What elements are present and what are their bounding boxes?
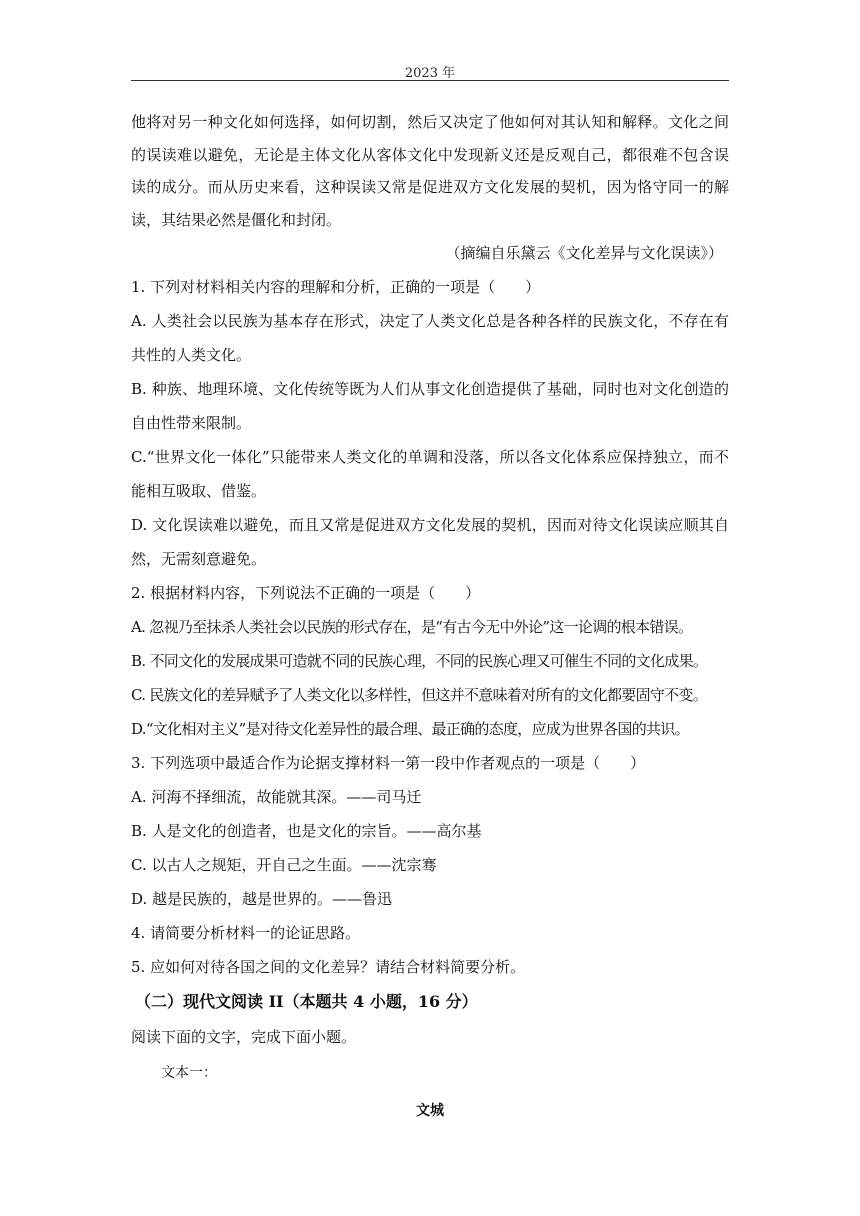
option-c: C.“世界文化一体化”只能带来人类文化的单调和没落，所以各文化体系应保持独立，而不能相互吸取、借鉴。 bbox=[131, 448, 729, 500]
question-stem: 3. 下列选项中最适合作为论据支撑材料一第一段中作者观点的一项是（ ） bbox=[131, 754, 646, 772]
option-d: D.“文化相对主义”是对待文化差异性的最合理、最正确的态度，应成为世界各国的共识。 bbox=[131, 720, 689, 738]
option-a: A. 忽视乃至抹杀人类社会以民族的形式存在，是“有古今无中外论”这一论调的根本错误。 bbox=[131, 618, 693, 636]
page-header-year: 2023 年 bbox=[404, 66, 456, 81]
article-title: 文城 bbox=[416, 1103, 444, 1119]
question-4: 4. 请简要分析材料一的论证思路。 bbox=[131, 924, 361, 942]
option-a: A. 人类社会以民族为基本存在形式，决定了人类文化总是各种各样的民族文化，不存在有共性的人类文化。 bbox=[131, 312, 729, 364]
question-2 bbox=[131, 576, 729, 746]
option-b: B. 不同文化的发展成果可造就不同的民族心理，不同的民族心理又可催生不同的文化成果。 bbox=[131, 652, 708, 670]
option-b: B. 人是文化的创造者，也是文化的宗旨。——高尔基 bbox=[131, 822, 482, 840]
passage-source: （摘编自乐黛云《文化差异与文化误读》） bbox=[445, 244, 723, 262]
section-heading: （二）现代文阅读 II（本题共 4 小题，16 分） bbox=[135, 992, 478, 1011]
option-d: D. 文化误读难以避免，而且又常是促进双方文化发展的契机，因而对待文化误读应顺其自然，无需刻意避免。 bbox=[131, 516, 729, 568]
option-d: D. 越是民族的，越是世界的。——鲁迅 bbox=[131, 890, 393, 908]
option-c: C. 民族文化的差异赋予了人类文化以多样性，但这并不意味着对所有的文化都要固守不变。 bbox=[131, 686, 708, 704]
option-c: C. 以古人之规矩，开自己之生面。——沈宗骞 bbox=[131, 856, 437, 874]
option-b: B. 种族、地理环境、文化传统等既为人们从事文化创造提供了基础，同时也对文化创造的自由性带来限制。 bbox=[131, 380, 729, 432]
option-a: A. 河海不择细流，故能就其深。——司马迁 bbox=[131, 788, 422, 806]
question-5: 5. 应如何对待各国之间的文化差异？请结合材料简要分析。 bbox=[131, 958, 526, 976]
passage-continuation: 他将对另一种文化如何选择，如何切割，然后又决定了他如何对其认知和解释。文化之间的误读难以避免，无论是主体文化从客体文化中发现新义还是反观自己，都很难不包含误读的成分。而从历史来看，这种误读又常是促进双方文化发展的契机，因为恪守同一的解读，其结果必然是僵化和封闭。 bbox=[131, 113, 729, 229]
text-label: 文本一： bbox=[161, 1065, 217, 1081]
section-instruction: 阅读下面的文字，完成下面小题。 bbox=[131, 1028, 357, 1046]
question-stem: 1. 下列对材料相关内容的理解和分析，正确的一项是（ ） bbox=[131, 278, 541, 296]
header-divider bbox=[131, 80, 729, 81]
question-1 bbox=[131, 270, 729, 576]
question-stem: 2. 根据材料内容，下列说法不正确的一项是（ ） bbox=[131, 584, 481, 602]
page-content bbox=[131, 106, 729, 1130]
question-3 bbox=[131, 746, 729, 916]
